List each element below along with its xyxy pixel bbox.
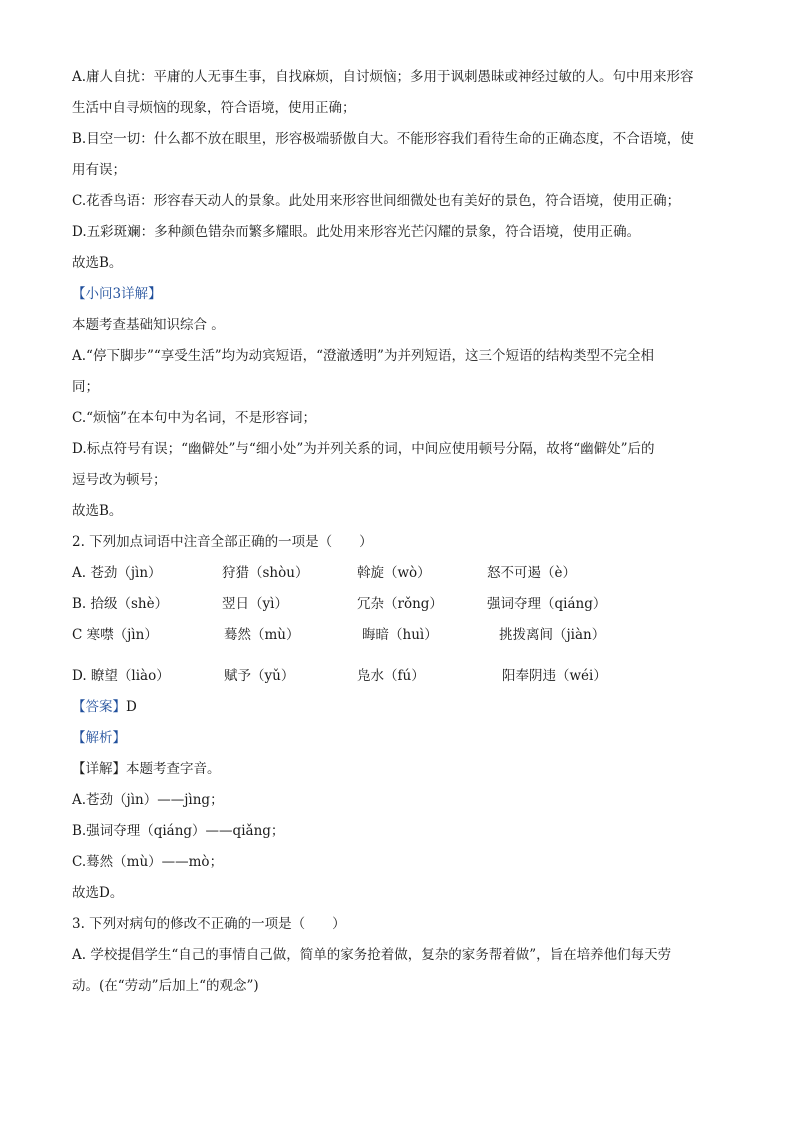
- option-item: A. 苍劲（jìn）: [72, 565, 162, 581]
- option-item: 强词夺理（qiáng）: [487, 596, 607, 612]
- question-stem: 3. 下列对病句的修改不正确的一项是（ ）: [72, 916, 346, 932]
- answer-value: D: [126, 699, 137, 715]
- text-line: A. 学校提倡学生“自己的事情自己做，简单的家务抢着做，复杂的家务帮着做”，旨在培养他们每天劳: [72, 947, 672, 963]
- text-line: 动。(在“劳动”后加上“的观念”): [72, 978, 259, 994]
- option-item: D. 瞭望（liào）: [72, 668, 170, 684]
- conclusion-line: 故选B。: [72, 255, 123, 271]
- conclusion-line: 故选D。: [72, 885, 124, 901]
- text-line: A.庸人自扰：平庸的人无事生事，自找麻烦，自讨烦恼；多用于讽刺愚昧或神经过敏的人。句中用来形容: [72, 69, 694, 85]
- document-page: [72, 62, 722, 1002]
- option-row-a: [72, 558, 722, 589]
- detail-line: [72, 754, 722, 785]
- option-item: 翌日（yì）: [222, 596, 288, 612]
- fix-line: B.强词夺理（qiáng）——qiǎng；: [72, 823, 285, 839]
- section-intro: 本题考查基础知识综合 。: [72, 317, 225, 333]
- option-item: 挑拨离间（jiàn）: [499, 627, 606, 643]
- analysis-tag: 【解析】: [72, 730, 126, 746]
- question-stem: 2. 下列加点词语中注音全部正确的一项是（ ）: [72, 534, 373, 550]
- answer-tag: 【答案】: [72, 699, 126, 715]
- detail-tag: 【详解】: [72, 761, 126, 777]
- option-item: 凫水（fú）: [357, 668, 425, 684]
- option-item: B. 拾级（shè）: [72, 596, 169, 612]
- option-item: 怒不可遏（è）: [487, 565, 576, 581]
- option-row-b: [72, 589, 722, 620]
- text-line: C.花香鸟语：形容春天动人的景象。此处用来形容世间细微处也有美好的景色，符合语境，使用正确；: [72, 193, 681, 209]
- option-row-d: [72, 661, 722, 692]
- text-line: D.标点符号有误；“幽僻处”与“细小处”为并列关系的词，中间应使用顿号分隔，故将“幽僻处”后的: [72, 441, 655, 457]
- text-line: 逗号改为顿号；: [72, 472, 167, 488]
- section-heading: 【小问3详解】: [72, 286, 162, 302]
- text-line: D.五彩斑斓：多种颜色错杂而繁多耀眼。此处用来形容光芒闪耀的景象，符合语境，使用正确。: [72, 224, 641, 240]
- option-item: 阳奉阴违（wéi）: [502, 668, 607, 684]
- fix-line: C.蓦然（mù）——mò；: [72, 854, 224, 870]
- text-line: 用有误；: [72, 162, 126, 178]
- conclusion-line: 故选B。: [72, 503, 123, 519]
- detail-text: 本题考查字音。: [126, 761, 221, 777]
- option-item: 狩猎（shòu）: [222, 565, 309, 581]
- text-line: A.“停下脚步”“享受生活”均为动宾短语，“澄澈透明”为并列短语，这三个短语的结构类型不完全相: [72, 348, 654, 364]
- text-line: B.目空一切：什么都不放在眼里，形容极端骄傲自大。不能形容我们看待生命的正确态度，不合语境，使: [72, 131, 694, 147]
- answer-line: [72, 692, 722, 723]
- option-item: 晦暗（huì）: [362, 627, 438, 643]
- text-line: 生活中自寻烦恼的现象，符合语境，使用正确；: [72, 100, 356, 116]
- option-item: 赋予（yǔ）: [224, 668, 295, 684]
- option-row-c: [72, 620, 722, 651]
- option-item: 斡旋（wò）: [357, 565, 431, 581]
- option-item: 冗杂（rǒng）: [357, 596, 443, 612]
- text-line: 同；: [72, 379, 99, 395]
- fix-line: A.苍劲（jìn）——jìng；: [72, 792, 224, 808]
- text-line: C.“烦恼”在本句中为名词，不是形容词；: [72, 410, 316, 426]
- option-item: C 寒噤（jìn）: [72, 627, 158, 643]
- option-item: 蓦然（mù）: [224, 627, 300, 643]
